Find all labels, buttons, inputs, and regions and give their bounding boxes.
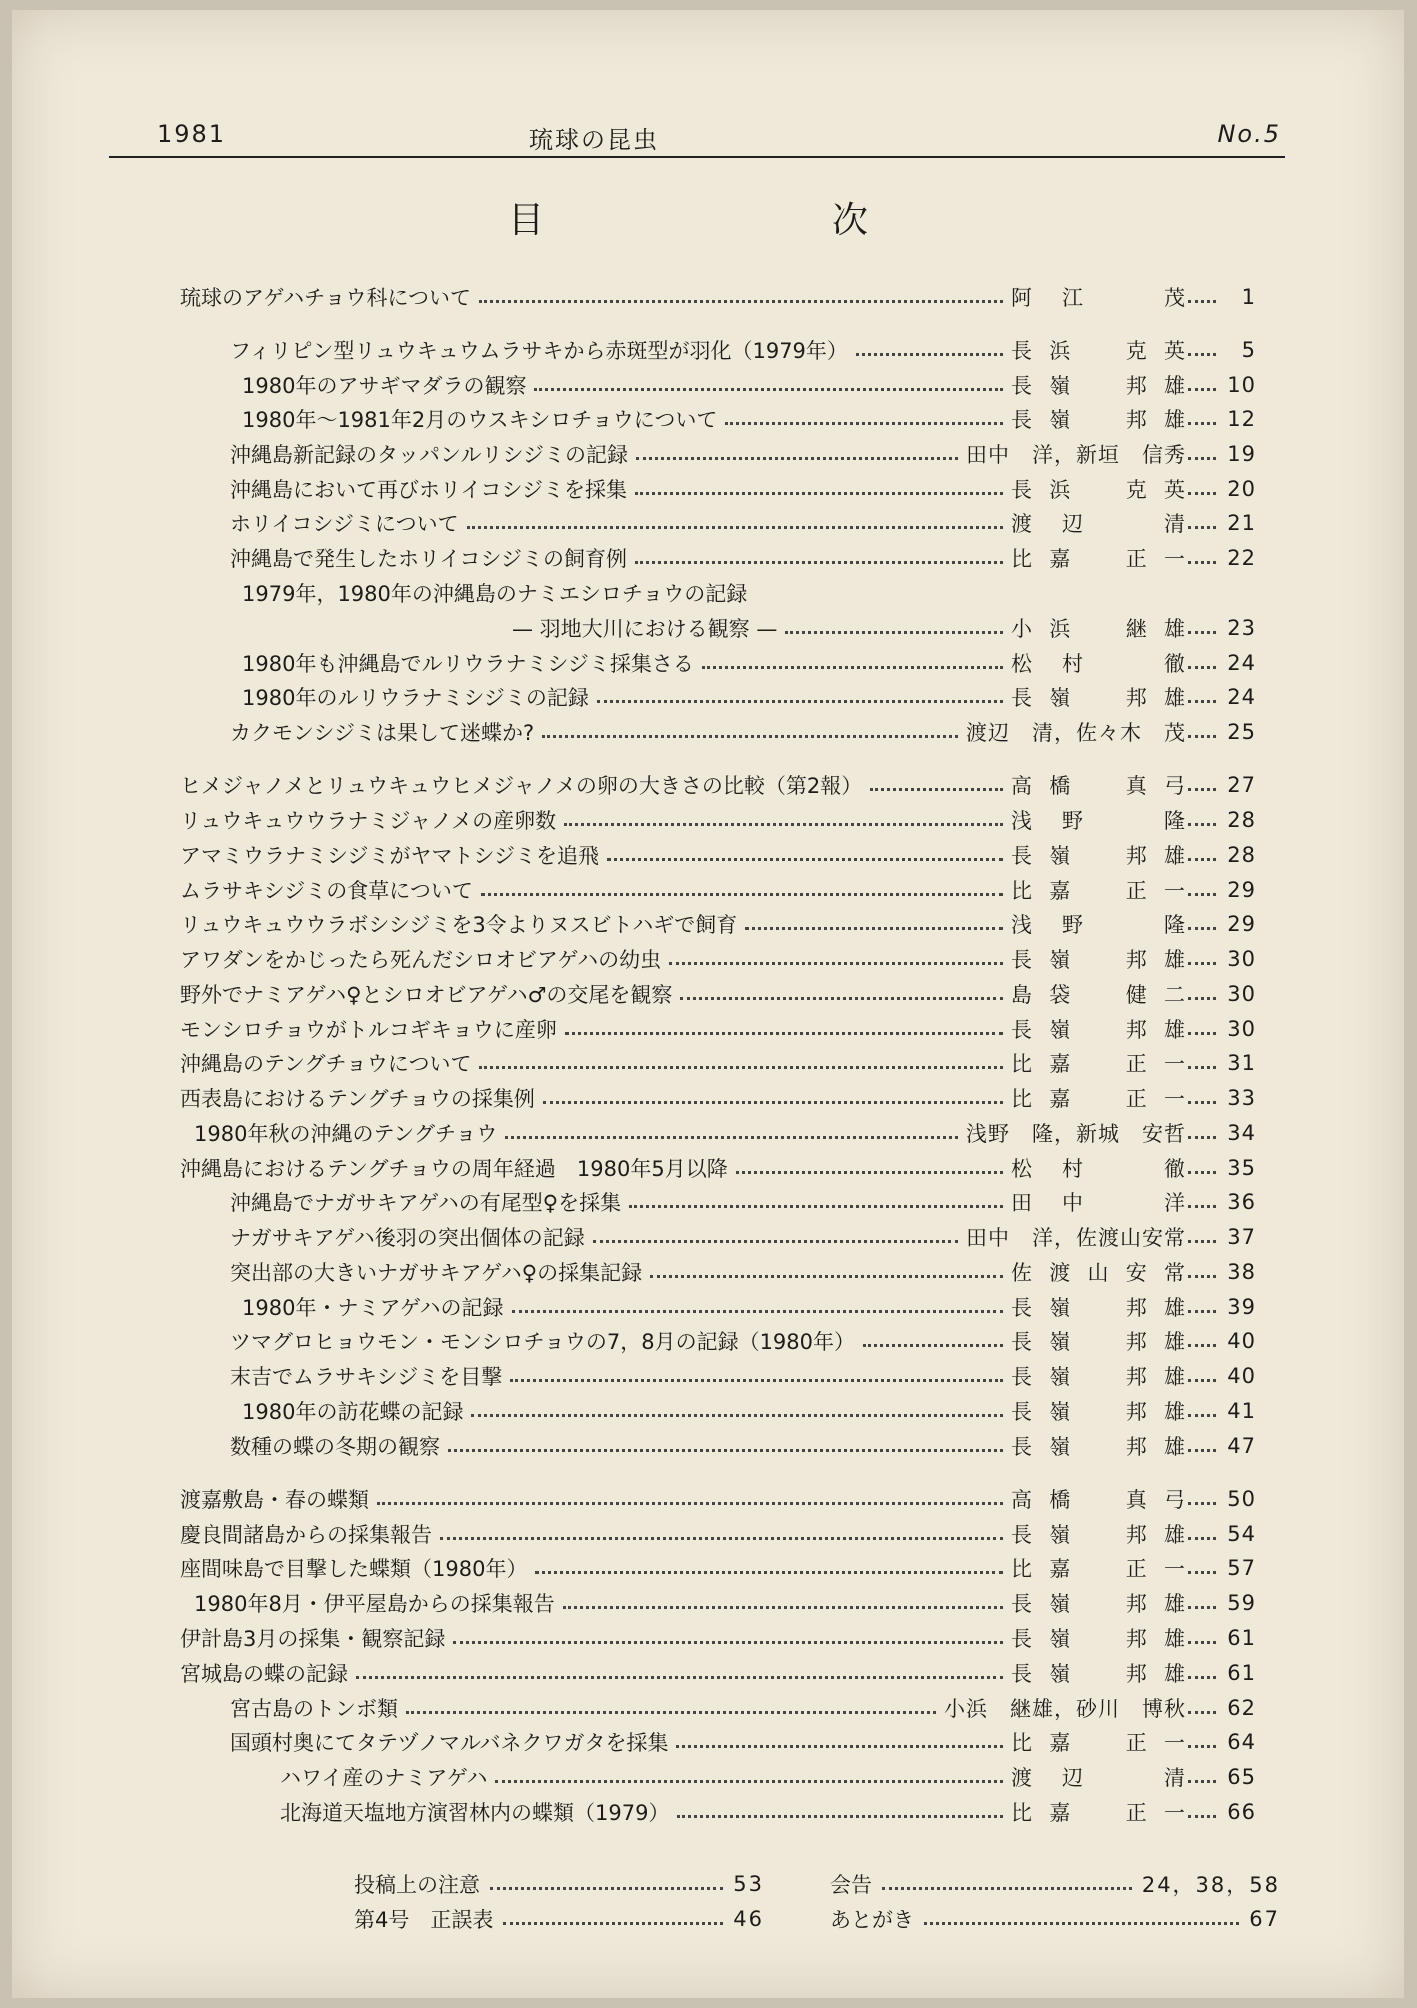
toc-entry [180,839,1256,871]
entry-page: 24 [1227,685,1256,709]
entry-title: 座間味島で目撃した蝶類（1980年） [180,1557,528,1581]
footer-page: 67 [1249,1907,1280,1931]
leader-dots [1188,1203,1216,1208]
header-issue-number: No.5 [1217,120,1281,148]
entry-title: 宮城島の蝶の記録 [180,1662,348,1686]
entry-title: 1979年，1980年の沖縄島のナミエシロチョウの記録 [242,582,748,606]
toc-entry [280,1761,1256,1793]
entry-title: 末吉でムラサキシジミを目撃 [230,1365,503,1389]
leader-dots [1188,1377,1216,1382]
leader-dots [1188,925,1216,930]
entry-title: 突出部の大きいナガサキアゲハ♀の採集記録 [230,1261,643,1285]
leader-dots [1188,455,1216,460]
toc-entry [180,1483,1256,1515]
entry-author: 長嶺 邦雄 [1011,1018,1186,1042]
leader-dots [1188,786,1216,791]
leader-dots [453,1639,1003,1644]
toc-entry [242,681,1256,713]
toc-entry [230,1692,1256,1724]
entry-title: 1980年のアサギマダラの観察 [242,374,527,398]
leader-dots [565,1030,1003,1035]
entry-author: 長嶺 邦雄 [1011,408,1186,432]
entry-title: ムラサキシジミの食草について [180,879,473,903]
leader-dots [535,1569,1003,1574]
toc-entry [230,542,1256,574]
leader-dots [505,1134,958,1139]
entry-author: 比嘉 正一 [1011,1801,1186,1825]
entry-author: 長嶺 邦雄 [1011,1662,1186,1686]
entry-title: アワダンをかじったら死んだシロオビアゲハの幼虫 [180,948,662,972]
entry-author: 渡辺 清 [1011,512,1186,536]
entry-page: 25 [1227,720,1256,744]
leader-dots [725,420,1003,425]
leader-dots [356,1674,1003,1679]
entry-title: 1980年のルリウラナミシジミの記録 [242,686,589,710]
leader-dots [702,664,1003,669]
leader-dots [669,960,1003,965]
toc-entry [242,1291,1256,1323]
entry-author: 長浜 克英 [1011,478,1186,502]
toc-entry [242,1395,1256,1427]
leader-dots [1188,490,1216,495]
entry-author: 長嶺 邦雄 [1011,1400,1186,1424]
entry-author: 小浜 継雄 [1011,617,1186,641]
toc-entry [230,1360,1256,1392]
leader-dots [1188,1342,1216,1347]
entry-title: 1980年も沖縄島でルリウラナミシジミ採集さる [242,652,694,676]
footer-page: 53 [733,1872,764,1896]
entry-author: 渡辺 清，佐々木 茂 [966,721,1186,745]
leader-dots [1188,1273,1216,1278]
entry-author: 高橋 真弓 [1011,774,1186,798]
entry-author: 高橋 真弓 [1011,1488,1186,1512]
leader-dots [1188,1604,1216,1609]
entry-page: 66 [1227,1800,1256,1824]
toc-entry [242,369,1256,401]
entry-author: 浅野 隆，新城 安哲 [966,1122,1186,1146]
leader-dots [870,786,1003,791]
leader-dots [676,1743,1003,1748]
entry-page: 57 [1227,1556,1256,1580]
entry-author: 比嘉 正一 [1011,547,1186,571]
entry-page: 38 [1227,1260,1256,1284]
entry-title: 渡嘉敷島・春の蝶類 [180,1488,369,1512]
entry-page: 29 [1227,878,1256,902]
entry-page: 23 [1227,616,1256,640]
entry-author: 長嶺 邦雄 [1011,374,1186,398]
leader-dots [512,1308,1003,1313]
leader-dots [1188,1674,1216,1679]
leader-dots [490,1885,723,1890]
entry-title: ホリイコシジミについて [230,512,459,536]
entry-page: 21 [1227,511,1256,535]
entry-author: 松村 徹 [1011,652,1186,676]
entry-author: 阿江 茂 [1011,286,1186,310]
leader-dots [1188,995,1216,1000]
entry-title: 沖縄島において再びホリイコシジミを採集 [230,478,628,502]
leader-dots [471,1412,1003,1417]
leader-dots [677,1813,1003,1818]
entry-title: 1980年の訪花蝶の記録 [242,1400,464,1424]
toc-entry [194,1117,1256,1149]
toc-entry [242,577,1256,609]
toc-entry [280,1796,1256,1828]
entry-page: 61 [1227,1661,1256,1685]
toc-entry [180,1082,1256,1114]
toc-entry [180,978,1256,1010]
entry-page: 47 [1227,1434,1256,1458]
entry-author: 田中 洋，佐渡山安常 [966,1226,1186,1250]
entry-title: リュウキュウウラボシシジミを3令よりヌスビトハギで飼育 [180,913,738,937]
toc-entry [242,647,1256,679]
footer-item [354,1903,764,1935]
entry-page: 30 [1227,982,1256,1006]
leader-dots [736,1169,1003,1174]
toc-entry [180,1013,1256,1045]
toc-entry [230,1325,1256,1357]
leader-dots [510,1377,1003,1382]
leader-dots [856,351,1003,356]
leader-dots [467,524,1003,529]
entry-page: 1 [1241,285,1256,309]
entry-title: 1980年・ナミアゲハの記録 [242,1296,504,1320]
toc-entry [230,473,1256,505]
entry-title: モンシロチョウがトルコギキョウに産卵 [180,1018,557,1042]
toc-entry [230,716,1256,748]
entry-author: 比嘉 正一 [1011,879,1186,903]
leader-dots [1188,821,1216,826]
leader-dots [593,1238,958,1243]
toc-entry [180,281,1256,313]
leader-dots [635,490,1003,495]
leader-dots [1188,960,1216,965]
entry-author: 長浜 克英 [1011,339,1186,363]
entry-page: 36 [1227,1190,1256,1214]
entry-page: 24 [1227,651,1256,675]
leader-dots [377,1500,1003,1505]
leader-dots [495,1778,1003,1783]
entry-author: 田中 洋，新垣 信秀 [966,443,1186,467]
footer-page: 46 [733,1907,764,1931]
toc-entry [180,1657,1256,1689]
leader-dots [1188,891,1216,896]
toc-entry [230,1221,1256,1253]
toc-title [12,192,1404,242]
entry-page: 37 [1227,1225,1256,1249]
toc-title-left: 目 [508,200,545,241]
leader-dots [534,386,1003,391]
leader-dots [1188,1134,1216,1139]
entry-page: 30 [1227,1017,1256,1041]
leader-dots [1188,1813,1216,1818]
leader-dots [745,925,1003,930]
leader-dots [1188,351,1216,356]
entry-title: 野外でナミアゲハ♀とシロオビアゲハ♂の交尾を観察 [180,983,673,1007]
toc-entry [180,1518,1256,1550]
leader-dots [650,1273,1003,1278]
entry-author: 松村 徹 [1011,1157,1186,1181]
toc-entry [180,1552,1256,1584]
entry-author: 長嶺 邦雄 [1011,1365,1186,1389]
leader-dots [406,1709,936,1714]
leader-dots [1188,1569,1216,1574]
entry-title: ツマグロヒョウモン・モンシロチョウの7，8月の記録（1980年） [230,1330,856,1354]
entry-page: 30 [1227,947,1256,971]
entry-page: 20 [1227,477,1256,501]
leader-dots [636,455,958,460]
entry-page: 31 [1227,1051,1256,1075]
entry-author: 浅野 隆 [1011,809,1186,833]
footer-label: あとがき [830,1908,914,1932]
leader-dots [563,1604,1003,1609]
leader-dots [597,698,1003,703]
entry-author: 長嶺 邦雄 [1011,844,1186,868]
leader-dots [1188,1169,1216,1174]
footer-label: 投稿上の注意 [354,1873,480,1897]
entry-title: 沖縄島で発生したホリイコシジミの飼育例 [230,547,628,571]
journal-page [12,10,1404,1998]
entry-author: 小浜 継雄，砂川 博秋 [944,1697,1186,1721]
leader-dots [1188,1308,1216,1313]
entry-title: 国頭村奥にてタテヅノマルバネクワガタを採集 [230,1731,669,1755]
leader-dots [607,856,1003,861]
entry-page: 40 [1227,1329,1256,1353]
entry-title: ハワイ産のナミアゲハ [280,1766,488,1790]
footer-label: 第4号 正誤表 [354,1908,494,1932]
footer-item [830,1903,1280,1935]
entry-page: 64 [1227,1730,1256,1754]
entry-page: 65 [1227,1765,1256,1789]
toc-entry [230,1256,1256,1288]
leader-dots [481,891,1003,896]
leader-dots [1188,733,1216,738]
entry-title: リュウキュウウラナミジャノメの産卵数 [180,809,557,833]
leader-dots [1188,1099,1216,1104]
entry-title: 1980年秋の沖縄のテングチョウ [194,1122,498,1146]
entry-author: 田中 洋 [1011,1191,1186,1215]
header-year: 1981 [157,120,227,148]
entry-title: 琉球のアゲハチョウ科について [180,286,472,310]
leader-dots [1188,1412,1216,1417]
leader-dots [440,1535,1003,1540]
entry-title: 沖縄島でナガサキアゲハの有尾型♀を採集 [230,1191,622,1215]
entry-page: 62 [1227,1696,1256,1720]
entry-page: 34 [1227,1121,1256,1145]
toc-entry [230,1186,1256,1218]
leader-dots [680,995,1003,1000]
entry-page: 59 [1227,1591,1256,1615]
entry-page: 29 [1227,912,1256,936]
entry-title: — 羽地大川における観察 — [512,617,778,641]
leader-dots [564,821,1003,826]
leader-dots [1188,1743,1216,1748]
entry-title: ナガサキアゲハ後羽の突出個体の記録 [230,1226,585,1250]
entry-author: 浅野 隆 [1011,913,1186,937]
leader-dots [542,733,958,738]
entry-author: 比嘉 正一 [1011,1557,1186,1581]
entry-author: 長嶺 邦雄 [1011,1296,1186,1320]
leader-dots [1188,1535,1216,1540]
leader-dots [1188,420,1216,425]
entry-author: 長嶺 邦雄 [1011,686,1186,710]
entry-title: 数種の蝶の冬期の観察 [230,1435,440,1459]
header-journal-title: 琉球の昆虫 [529,126,659,154]
toc-title-right: 次 [832,200,869,241]
entry-title: 沖縄島のテングチョウについて [180,1052,472,1076]
leader-dots [1188,524,1216,529]
leader-dots [1188,1064,1216,1069]
toc-entry [230,438,1256,470]
leader-dots [1188,629,1216,634]
leader-dots [1188,1639,1216,1644]
footer-page: 24，38，58 [1141,1873,1280,1897]
entry-page: 28 [1227,808,1256,832]
entry-page: 35 [1227,1156,1256,1180]
leader-dots [1188,386,1216,391]
entry-page: 50 [1227,1487,1256,1511]
leader-dots [1188,1030,1216,1035]
leader-dots [1188,664,1216,669]
leader-dots [863,1342,1003,1347]
entry-author: 比嘉 正一 [1011,1052,1186,1076]
entry-page: 10 [1227,373,1256,397]
entry-author: 佐渡山安常 [1011,1261,1186,1285]
entry-author: 長嶺 邦雄 [1011,1523,1186,1547]
entry-author: 長嶺 邦雄 [1011,948,1186,972]
entry-title: 慶良間諸島からの採集報告 [180,1523,432,1547]
toc-entry [180,1622,1256,1654]
entry-page: 12 [1227,407,1256,431]
leader-dots [543,1099,1003,1104]
toc-entry [512,612,1256,644]
footer-item [354,1868,764,1900]
toc-entry [180,908,1256,940]
leader-dots [1188,856,1216,861]
entry-author: 長嶺 邦雄 [1011,1435,1186,1459]
entry-title: 1980年～1981年2月のウスキシロチョウについて [242,408,718,432]
entry-page: 28 [1227,843,1256,867]
entry-title: カクモンシジミは果して迷蝶か? [230,721,535,745]
leader-dots [785,629,1003,634]
toc-entry [230,507,1256,539]
toc-entry [230,1726,1256,1758]
leader-dots [1188,698,1216,703]
leader-dots [1188,1778,1216,1783]
footer-label: 会告 [830,1873,872,1897]
footer-item [830,1868,1280,1900]
entry-title: 1980年8月・伊平屋島からの採集報告 [194,1592,555,1616]
toc-entry [194,1587,1256,1619]
toc-entry [180,1047,1256,1079]
entry-author: 比嘉 正一 [1011,1731,1186,1755]
leader-dots [503,1920,723,1925]
toc-entry [180,1152,1256,1184]
entry-page: 40 [1227,1364,1256,1388]
leader-dots [629,1203,1003,1208]
entry-author: 長嶺 邦雄 [1011,1592,1186,1616]
leader-dots [479,298,1003,303]
entry-page: 61 [1227,1626,1256,1650]
toc-entry [180,804,1256,836]
leader-dots [479,1064,1003,1069]
toc-entry [230,334,1256,366]
leader-dots [882,1885,1132,1890]
entry-author: 長嶺 邦雄 [1011,1330,1186,1354]
entry-author: 長嶺 邦雄 [1011,1627,1186,1651]
toc-entry [180,874,1256,906]
leader-dots [1188,1500,1216,1505]
leader-dots [1188,1447,1216,1452]
toc-entry [180,943,1256,975]
entry-title: 沖縄島新記録のタッパンルリシジミの記録 [230,443,628,467]
entry-page: 5 [1241,338,1256,362]
entry-author: 渡辺 清 [1011,1766,1186,1790]
entry-page: 54 [1227,1522,1256,1546]
entry-title: 北海道天塩地方演習林内の蝶類（1979） [280,1801,670,1825]
leader-dots [1188,1709,1216,1714]
entry-page: 22 [1227,546,1256,570]
entry-title: 沖縄島におけるテングチョウの周年経過 1980年5月以降 [180,1157,728,1181]
toc-entry [180,769,1256,801]
toc-entry [242,403,1256,435]
entry-author: 島袋 健二 [1011,983,1186,1007]
entry-page: 39 [1227,1295,1256,1319]
entry-title: 伊計島3月の採集・観察記録 [180,1627,446,1651]
entry-title: ヒメジャノメとリュウキュウヒメジャノメの卵の大きさの比較（第2報） [180,774,863,798]
leader-dots [924,1920,1239,1925]
leader-dots [448,1447,1003,1452]
entry-page: 27 [1227,773,1256,797]
entry-page: 19 [1227,442,1256,466]
entry-title: 西表島におけるテングチョウの採集例 [180,1087,535,1111]
entry-author: 比嘉 正一 [1011,1087,1186,1111]
toc-entry [230,1430,1256,1462]
entry-page: 41 [1227,1399,1256,1423]
running-header [109,120,1285,158]
leader-dots [1188,559,1216,564]
leader-dots [1188,298,1216,303]
entry-title: アマミウラナミシジミがヤマトシジミを追飛 [180,844,599,868]
entry-title: 宮古島のトンボ類 [230,1697,398,1721]
leader-dots [635,559,1003,564]
entry-title: フィリピン型リュウキュウムラサキから赤斑型が羽化（1979年） [230,339,848,363]
leader-dots [1188,1238,1216,1243]
entry-page: 33 [1227,1086,1256,1110]
